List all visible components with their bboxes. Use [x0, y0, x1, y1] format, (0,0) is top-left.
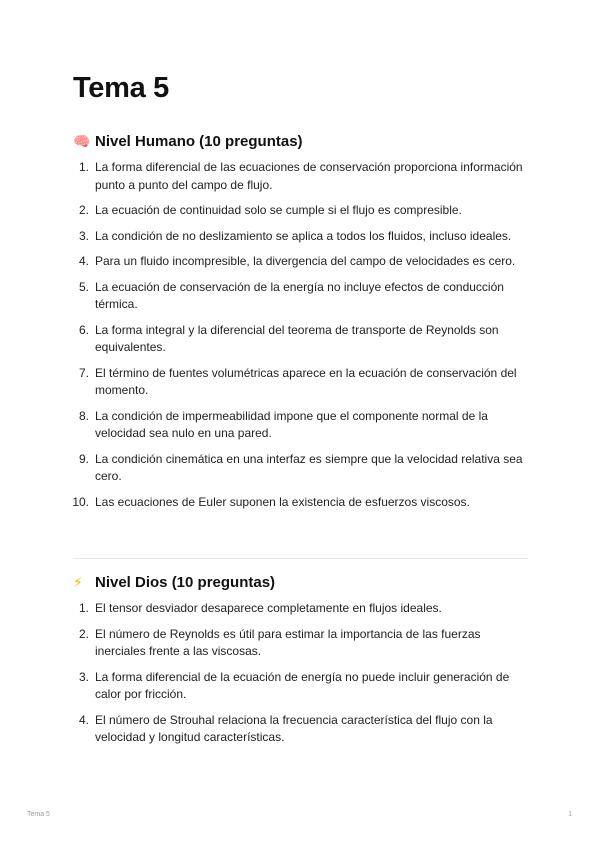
item-text: La ecuación de continuidad solo se cumple si el flujo es compresible. — [95, 203, 462, 217]
item-number: 2. — [78, 626, 89, 641]
question-list-nivel-dios — [73, 600, 533, 755]
list-item — [73, 600, 533, 618]
list-item — [73, 669, 533, 704]
item-text: El término de fuentes volumétricas aparece en la ecuación de conservación del momento. — [95, 365, 517, 397]
item-text: La forma diferencial de las ecuaciones de conservación proporciona información punto a punto del campo de flujo. — [95, 160, 523, 192]
item-number: 3. — [78, 669, 89, 684]
section-heading-text: Nivel Dios (10 preguntas) — [95, 574, 276, 591]
item-number: 1. — [78, 160, 89, 174]
list-item — [73, 365, 533, 400]
list-item — [73, 253, 533, 271]
section-divider — [73, 558, 528, 559]
item-number: 6. — [78, 322, 89, 337]
item-text: Para un fluido incompresible, la divergencia del campo de velocidades es cero. — [95, 254, 516, 268]
list-item — [73, 322, 533, 357]
item-text: La forma diferencial de la ecuación de energía no puede incluir generación de calor por fricción. — [95, 669, 510, 701]
lightning-icon: ⚡ — [73, 574, 83, 590]
item-text: La condición de impermeabilidad impone que el componente normal de la velocidad sea nulo en una pared. — [95, 408, 488, 440]
item-text: La condición cinemática en una interfaz es siempre que la velocidad relativa sea cero. — [95, 451, 523, 483]
list-item — [73, 626, 533, 661]
section-heading-text: Nivel Humano (10 preguntas) — [95, 133, 303, 150]
list-item — [73, 159, 533, 194]
footer-document-title: Tema 5 — [27, 811, 50, 818]
list-item — [73, 202, 533, 220]
item-number: 4. — [78, 254, 89, 268]
item-number: 5. — [78, 279, 89, 294]
list-item — [73, 712, 533, 747]
footer-page-number: 1 — [568, 811, 572, 818]
item-number: 4. — [78, 712, 89, 727]
item-number: 9. — [78, 451, 89, 466]
brain-icon: 🧠 — [73, 133, 91, 149]
list-item — [73, 451, 533, 486]
item-text: Las ecuaciones de Euler suponen la existencia de esfuerzos viscosos. — [95, 494, 470, 509]
page-title: Tema 5 — [73, 72, 169, 104]
item-number: 2. — [78, 203, 89, 217]
list-item — [73, 408, 533, 443]
question-list-nivel-humano — [73, 159, 533, 519]
section-heading-nivel-dios — [73, 574, 275, 591]
item-text: El tensor desviador desaparece completamente en flujos ideales. — [95, 601, 442, 615]
section-heading-nivel-humano — [73, 133, 303, 150]
list-item — [73, 494, 533, 512]
item-number: 3. — [78, 228, 89, 243]
item-number: 8. — [78, 408, 89, 423]
item-number: 7. — [78, 365, 89, 380]
item-text: La condición de no deslizamiento se aplica a todos los fluidos, incluso ideales. — [95, 228, 512, 243]
item-text: La forma integral y la diferencial del teorema de transporte de Reynolds son equivalentes. — [95, 322, 499, 354]
item-text: La ecuación de conservación de la energía no incluye efectos de conducción térmica. — [95, 279, 504, 311]
item-text: El número de Reynolds es útil para estimar la importancia de las fuerzas inerciales frente a las viscosas. — [95, 626, 481, 658]
item-text: El número de Strouhal relaciona la frecuencia característica del flujo con la velocidad y longitud características. — [95, 712, 493, 744]
item-number: 1. — [78, 601, 89, 615]
item-number: 10. — [72, 494, 89, 509]
list-item — [73, 228, 533, 246]
list-item — [73, 279, 533, 314]
